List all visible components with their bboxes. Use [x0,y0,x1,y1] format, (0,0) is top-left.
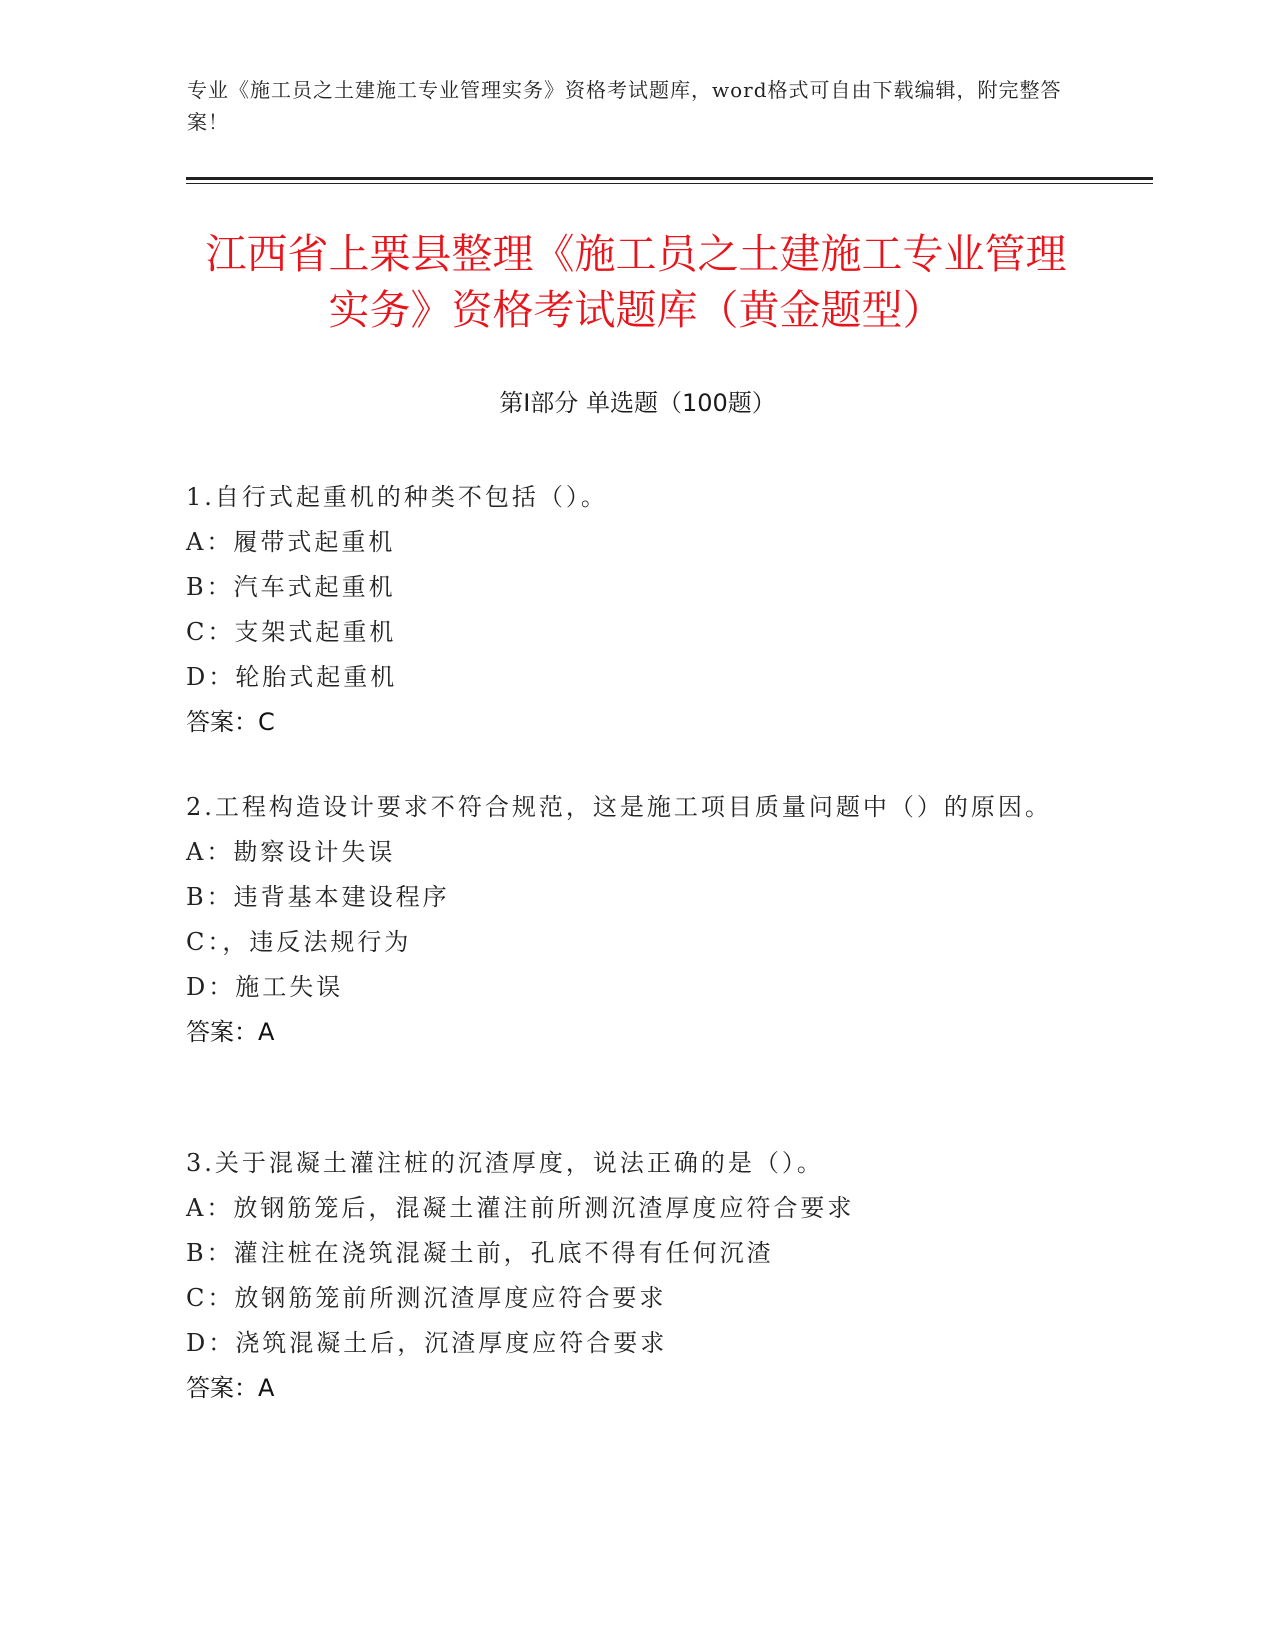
header-rule-thick [186,177,1153,180]
answer: 答案：A [186,1374,275,1402]
option-c: C：放钢筋笼前所测沉渣厚度应符合要求 [186,1284,667,1312]
answer: 答案：C [186,708,275,736]
option-a: A：勘察设计失误 [186,838,396,866]
question-1 [186,475,1066,745]
option-b: B：汽车式起重机 [186,573,396,601]
header-note: 专业《施工员之土建施工专业管理实务》资格考试题库，word格式可自由下载编辑，附完整答案！ [187,78,1062,134]
section-title: 第Ⅰ部分 单选题（100题） [499,389,776,417]
option-b: B：灌注桩在浇筑混凝土前，孔底不得有任何沉渣 [186,1239,774,1267]
option-d: D：浇筑混凝土后，沉渣厚度应符合要求 [186,1329,668,1357]
question-stem: 3.关于混凝土灌注桩的沉渣厚度，说法正确的是（）。 [186,1149,824,1177]
option-c: C：，违反法规行为 [186,928,412,956]
option-d: D：施工失误 [186,973,344,1001]
question-stem: 2.工程构造设计要求不符合规范，这是施工项目质量问题中（）的原因。 [186,793,1052,821]
option-b: B：违背基本建设程序 [186,883,450,911]
document-title: 江西省上栗县整理《施工员之土建施工专业管理实务》资格考试题库（黄金题型） [205,230,1067,334]
option-a: A：放钢筋笼后，混凝土灌注前所测沉渣厚度应符合要求 [186,1194,855,1222]
question-3 [186,1141,1066,1411]
option-a: A：履带式起重机 [186,528,396,556]
option-d: D：轮胎式起重机 [186,663,398,691]
question-stem: 1.自行式起重机的种类不包括（）。 [186,483,608,511]
option-c: C：支架式起重机 [186,618,397,646]
answer: 答案：A [186,1018,275,1046]
question-2 [186,785,1066,1055]
header-rule-thin [186,183,1153,184]
